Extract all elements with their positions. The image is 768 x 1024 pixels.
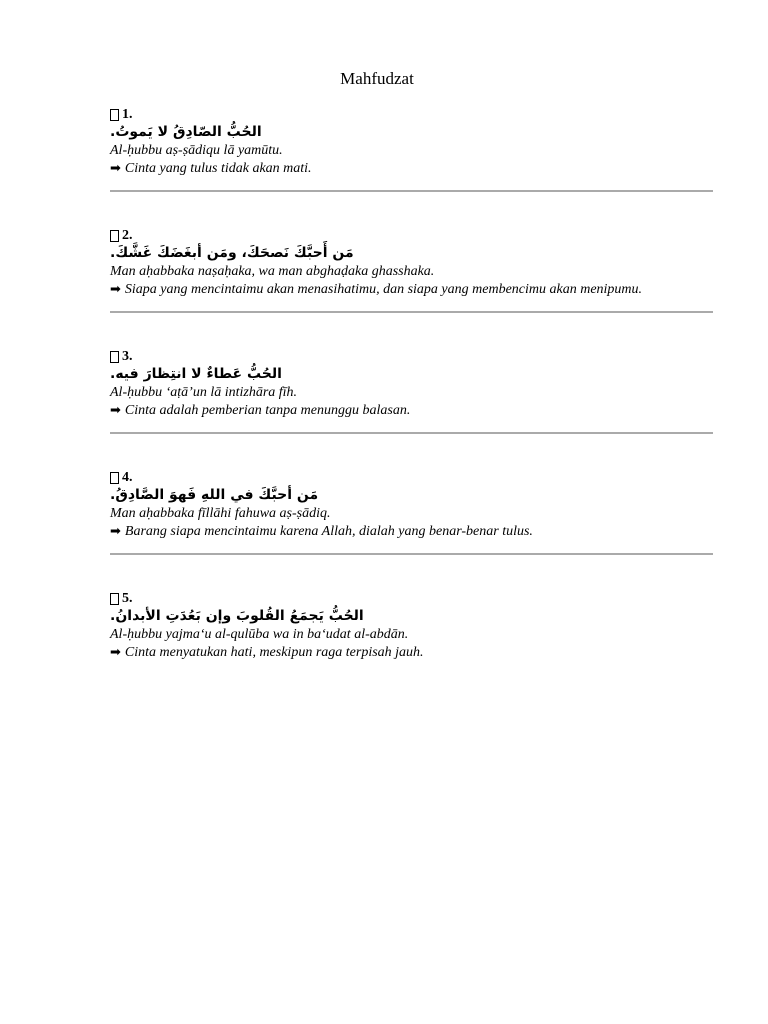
arabic-text: الحُبُّ عَطاءٌ لا انتِظارَ فيه. [110,366,282,382]
pin-icon [110,109,119,121]
arrow-right-icon: ➡ [110,161,121,176]
transliteration-text: Al-ḥubbu yajma‘u al-qulūba wa in ba‘udat al-abdān. [110,627,409,642]
meaning-line [110,281,713,299]
entry-header [110,469,713,486]
list-item [110,348,713,469]
arrow-right-icon: ➡ [110,282,121,297]
entry-header [110,227,713,244]
meaning-text: Barang siapa mencintaimu karena Allah, dialah yang benar-benar tulus. [124,524,533,539]
arrow-right-icon: ➡ [110,645,121,660]
transliteration-text: Al-ḥubbu ‘aṭā’un lā intizhāra fīh. [110,385,298,400]
arrow-right-icon: ➡ [110,403,121,418]
entry-number: 1. [122,106,133,122]
pin-icon [110,351,119,363]
meaning-text: Cinta yang tulus tidak akan mati. [124,161,312,176]
divider [110,553,713,555]
entry-list [110,106,713,711]
list-item [110,227,713,348]
meaning-text: Cinta adalah pemberian tanpa menunggu balasan. [124,403,411,418]
divider [110,190,713,192]
entry-header [110,106,713,123]
entry-header [110,590,713,607]
list-item [110,469,713,590]
meaning-text: Siapa yang mencintaimu akan menasihatimu, dan siapa yang membencimu akan menipumu. [124,282,643,297]
entry-header [110,348,713,365]
entry-number: 4. [122,469,133,485]
arabic-text: مَن أَحبَّكَ نَصحَكَ، ومَن أبغَضَكَ غَشَّكَ. [110,245,354,261]
document-title: Mahfudzat [340,69,414,88]
meaning-line [110,523,713,541]
arabic-text: مَن أحبَّكَ في اللهِ فَهوَ الصَّادِقُ. [110,487,319,503]
divider [110,432,713,434]
transliteration-text: Man aḥabbaka naṣaḥaka, wa man abghaḍaka ghasshaka. [110,264,435,279]
transliteration-text: Al-ḥubbu aṣ-ṣādiqu lā yamūtu. [110,143,283,158]
arrow-right-icon: ➡ [110,524,121,539]
entry-number: 5. [122,590,133,606]
divider [110,311,713,313]
arabic-text: الحُبُّ يَجمَعُ القُلوبَ وإن بَعُدَتِ الأبدانُ. [110,608,364,624]
pin-icon [110,593,119,605]
pin-icon [110,472,119,484]
entry-number: 3. [122,348,133,364]
meaning-line [110,402,713,420]
arabic-text: الحُبُّ الصّادِقُ لا يَموتُ. [110,124,262,140]
meaning-line [110,160,713,178]
meaning-text: Cinta menyatukan hati, meskipun raga terpisah jauh. [124,645,424,660]
list-item [110,590,713,711]
list-item [110,106,713,227]
entry-number: 2. [122,227,133,243]
pin-icon [110,230,119,242]
transliteration-text: Man aḥabbaka fīllāhi fahuwa aṣ-ṣādiq. [110,506,331,521]
meaning-line [110,644,713,662]
